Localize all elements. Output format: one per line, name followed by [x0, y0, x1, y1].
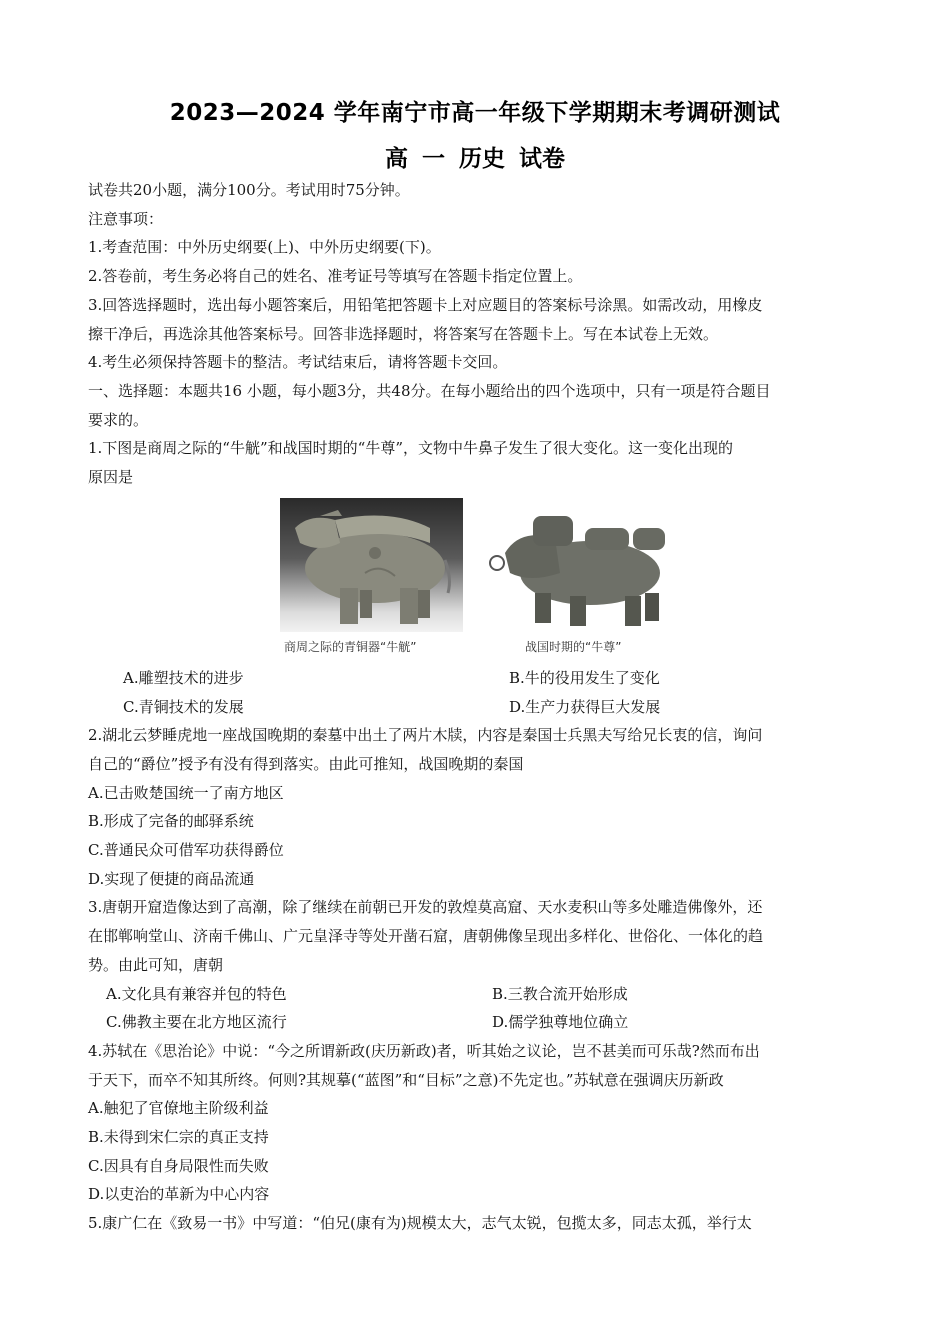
question-4-stem-cont: 于天下，而卒不知其所终。何则?其规摹(“蓝图”和“目标”之意)不先定也。”苏轼意在强调庆历新政	[88, 1071, 724, 1089]
exam-summary: 试卷共20小题，满分100分。考试用时75分钟。	[88, 181, 410, 199]
question-4-option-c[interactable]: C.因具有自身局限性而失败	[88, 1157, 269, 1175]
question-1-option-b[interactable]: B.牛的役用发生了变化	[509, 669, 660, 687]
question-2-option-c[interactable]: C.普通民众可借军功获得爵位	[88, 841, 284, 859]
notice-item: 3.回答选择题时，选出每小题答案后，用铅笔把答题卡上对应题目的答案标号涂黑。如需改动，用橡皮	[88, 296, 763, 314]
exam-title: 2023—2024 学年南宁市高一年级下学期期末考调研测试	[169, 100, 781, 126]
question-3-option-a[interactable]: A.文化具有兼容并包的特色	[106, 985, 287, 1003]
question-1-stem-cont: 原因是	[88, 468, 134, 486]
figure-caption: 商周之际的青铜器“牛觥”	[284, 640, 417, 654]
bronze-ox-zun-image	[485, 498, 670, 632]
figure-niu-zun	[485, 498, 675, 658]
question-1-option-a[interactable]: A.雕塑技术的进步	[123, 669, 244, 687]
question-4-stem: 4.苏轼在《思治论》中说：“今之所谓新政(庆历新政)者，听其始之议论，岂不甚美而可乐哉?然而布出	[88, 1042, 760, 1060]
section-heading-cont: 要求的。	[88, 411, 149, 429]
exam-subtitle: 高 一 历史 试卷	[384, 146, 566, 172]
question-4-option-a[interactable]: A.触犯了官僚地主阶级利益	[88, 1099, 269, 1117]
question-1-option-d[interactable]: D.生产力获得巨大发展	[509, 698, 661, 716]
question-2-option-d[interactable]: D.实现了便捷的商品流通	[88, 870, 255, 888]
notice-heading: 注意事项：	[88, 210, 164, 228]
question-1-option-c[interactable]: C.青铜技术的发展	[123, 698, 244, 716]
ox-zun-icon	[485, 498, 670, 632]
question-5-stem: 5.康广仁在《致易一书》中写道：“伯兄(康有为)规模太大，志气太锐，包揽太多，同志太孤，举行太	[88, 1214, 752, 1232]
ox-vessel-icon	[280, 498, 463, 632]
question-3-option-c[interactable]: C.佛教主要在北方地区流行	[106, 1013, 287, 1031]
question-2-option-a[interactable]: A.已击败楚国统一了南方地区	[88, 784, 284, 802]
question-1-stem: 1.下图是商周之际的“牛觥”和战国时期的“牛尊”，文物中牛鼻子发生了很大变化。这一变化出现的	[88, 439, 733, 457]
question-3-option-b[interactable]: B.三教合流开始形成	[492, 985, 628, 1003]
figure-niu-gong	[280, 498, 465, 658]
question-2-stem-cont: 自己的“爵位”授予有没有得到落实。由此可推知，战国晚期的秦国	[88, 755, 524, 773]
question-3-stem-cont: 势。由此可知，唐朝	[88, 956, 224, 974]
notice-item: 1.考查范围：中外历史纲要(上)、中外历史纲要(下)。	[88, 238, 441, 256]
notice-item: 擦干净后，再选涂其他答案标号。回答非选择题时，将答案写在答题卡上。写在本试卷上无效。	[88, 325, 719, 343]
notice-item: 2.答卷前，考生务必将自己的姓名、准考证号等填写在答题卡指定位置上。	[88, 267, 583, 285]
section-heading: 一、选择题：本题共16 小题，每小题3分，共48分。在每小题给出的四个选项中，只有一项是符合题目	[88, 382, 771, 400]
bronze-ox-vessel-image	[280, 498, 463, 632]
question-3-stem: 3.唐朝开窟造像达到了高潮，除了继续在前朝已开发的敦煌莫高窟、天水麦积山等多处雕造佛像外，还	[88, 898, 763, 916]
figure-caption: 战国时期的“牛尊”	[525, 640, 622, 654]
notice-item: 4.考生必须保持答题卡的整洁。考试结束后，请将答题卡交回。	[88, 353, 508, 371]
question-3-option-d[interactable]: D.儒学独尊地位确立	[492, 1013, 629, 1031]
question-4-option-b[interactable]: B.未得到宋仁宗的真正支持	[88, 1128, 269, 1146]
question-3-stem-cont: 在邯郸响堂山、济南千佛山、广元皇泽寺等处开凿石窟，唐朝佛像呈现出多样化、世俗化、一体化的趋	[88, 927, 764, 945]
question-2-stem: 2.湖北云梦睡虎地一座战国晚期的秦墓中出土了两片木牍，内容是秦国士兵黑夫写给兄长衷的信，询问	[88, 726, 763, 744]
question-4-option-d[interactable]: D.以吏治的革新为中心内容	[88, 1185, 270, 1203]
question-2-option-b[interactable]: B.形成了完备的邮驿系统	[88, 812, 254, 830]
